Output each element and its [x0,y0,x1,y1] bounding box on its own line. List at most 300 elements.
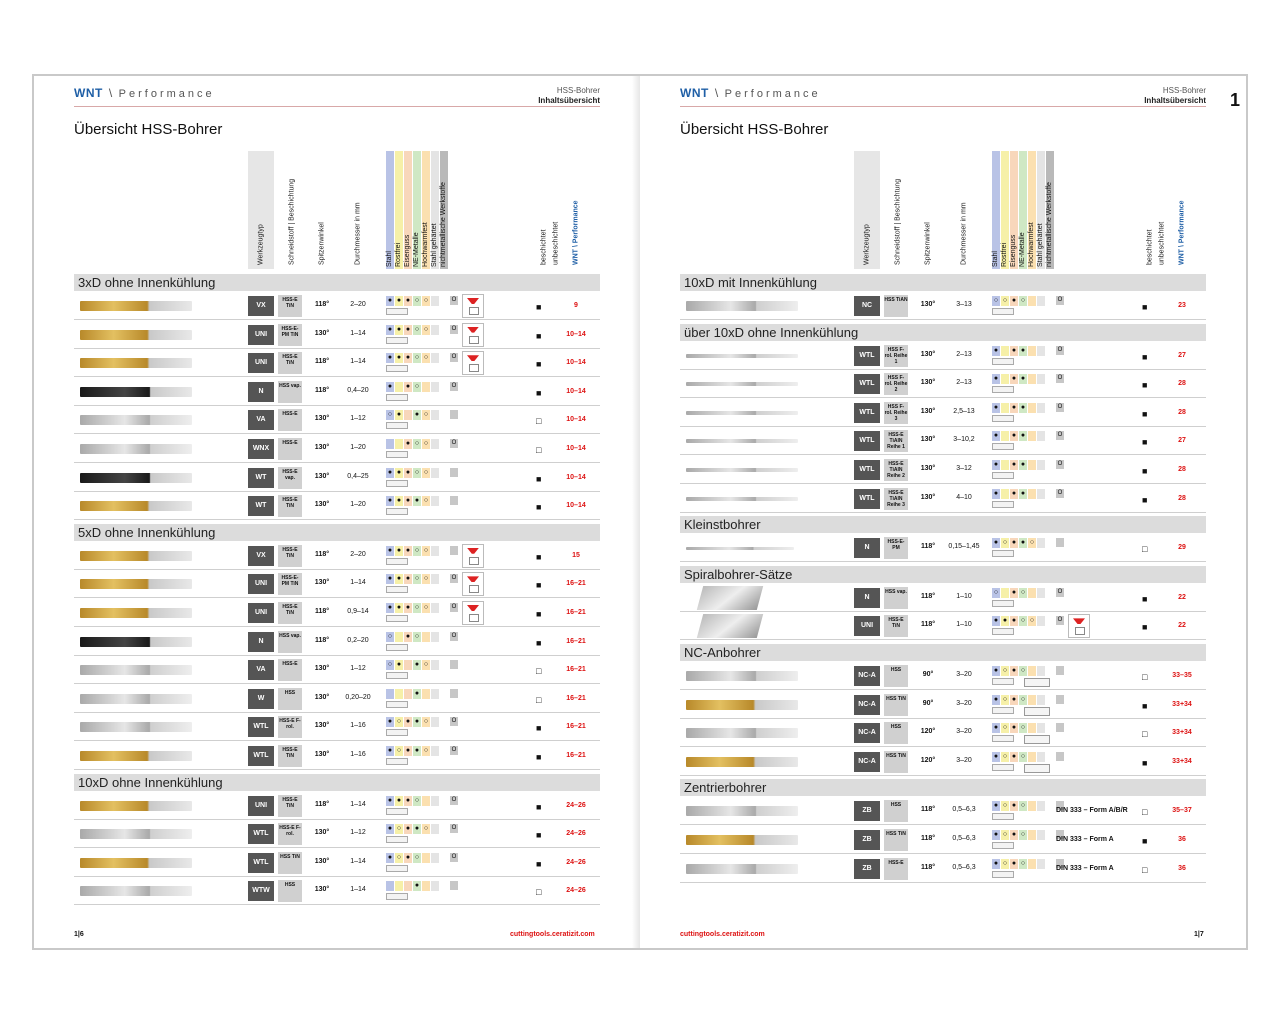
coating-marker: ■ [1142,700,1148,711]
drill-image [686,547,794,550]
suitability-mark [1037,374,1045,384]
suitability-mark: ● [387,825,393,833]
suitability-mark [1028,801,1036,811]
tool-type-badge: UNI [854,616,880,636]
header-line2: Inhaltsübersicht [1144,96,1206,105]
suitability-mark: ○ [423,325,429,333]
coating-marker: ■ [536,502,542,513]
suitability-mark: ● [1011,752,1017,760]
suitability-mark: ● [993,375,999,383]
suitability-mark [450,881,458,890]
coating-marker: ■ [1142,757,1148,768]
suitability-mark [422,382,430,392]
catalog-page-ref: 10–14 [566,359,586,367]
drill-image [80,637,192,647]
suitability-mark: ● [405,546,411,554]
brand-slash: \ [714,86,719,100]
column-header-label: WNT \ Performance [572,200,580,265]
suitability-mark: ● [396,497,402,505]
drill-image [686,411,798,415]
diameter-range: 0,9–14 [347,608,369,615]
point-angle: 130° [314,329,330,337]
material-suitability [992,346,1064,356]
point-angle: 90° [922,671,934,678]
material-suitability [992,666,1064,676]
material-name: Rostfrei [1001,242,1008,267]
drill-image [80,858,192,868]
length-gauge-icon [386,644,408,651]
suitability-mark: ● [1011,724,1017,732]
suitability-mark [1056,723,1064,732]
suitability-mark: ● [387,325,393,333]
column-header-label: beschichtet [1146,229,1154,265]
footer-page-number: 1|6 [74,931,84,938]
material-suitability [386,603,458,613]
material-suitability [386,824,458,834]
suitability-mark: ○ [423,575,429,583]
suitability-mark [1037,616,1045,626]
suitability-mark [431,353,439,363]
tool-type-badge: VX [248,546,274,566]
material-column [1046,151,1054,269]
brand-logo [74,86,215,100]
suitability-mark [1037,695,1045,705]
header-section [1086,86,1206,106]
product-row [680,612,1206,640]
page-title: Übersicht HSS-Bohrer [74,121,223,138]
suitability-mark [395,689,403,699]
suitability-mark [1037,538,1045,548]
suitability-mark: ● [1011,403,1017,411]
suitability-mark: ○ [423,825,429,833]
suitability-mark: ● [1011,617,1017,625]
suitability-mark [1037,403,1045,413]
suitability-mark: ○ [396,825,402,833]
material-suitability [992,489,1064,499]
suitability-mark: O [451,747,457,753]
suitability-mark: ● [1020,539,1026,547]
drill-image [80,579,192,589]
suitability-mark: ○ [993,588,999,596]
material-suitability [992,801,1064,811]
suitability-mark: ● [405,382,411,390]
suitability-mark: ○ [396,747,402,754]
suitability-mark: ● [1011,461,1017,468]
product-row [680,691,1206,719]
suitability-mark: ○ [414,382,420,390]
diameter-range: 0,2–20 [347,636,369,644]
suitability-mark: ● [396,468,402,476]
suitability-mark [422,689,430,699]
suitability-mark: ● [387,604,393,611]
point-angle: 130° [314,829,330,837]
product-row [680,748,1206,776]
material-suitability [386,881,458,891]
suitability-mark: ● [1011,667,1017,674]
catalog-page-ref: 33–35 [1172,672,1192,679]
cutting-material: HSS-E [278,659,302,681]
tool-type-badge: UNI [248,325,274,345]
suitability-mark: ○ [414,468,420,476]
suitability-mark: ○ [1002,859,1008,867]
point-angle: 118° [920,806,936,814]
suitability-mark [431,746,439,756]
suitability-mark: ○ [414,575,420,583]
point-angle: 120° [920,728,936,736]
suitability-mark: ● [414,411,420,419]
suitability-mark: ○ [423,440,429,447]
point-angle: 130° [920,436,936,444]
length-gauge-icon [386,758,408,765]
cutting-material: HSS vap. [278,631,302,653]
material-suitability [386,439,458,449]
point-angle: 130° [314,472,330,480]
suitability-mark: ○ [1020,859,1026,867]
section-header: Spiralbohrer-Sätze [680,566,1206,583]
column-header-label: unbeschichtet [552,221,560,265]
suitability-mark: ● [993,346,999,354]
suitability-mark: O [451,575,457,582]
suitability-mark: O [1057,403,1063,410]
suitability-mark: ● [387,354,393,362]
suitability-mark: O [451,853,457,860]
point-angle: 118° [314,800,330,808]
point-angle: 130° [314,693,330,701]
length-gauge-icon [386,672,408,679]
drill-image [80,722,192,732]
coating-marker: ■ [536,801,542,812]
cutting-material: HSS-E vap. [278,467,302,489]
cutting-material: HSS-E TiN [278,352,302,374]
tool-type-badge: NC-A [854,695,880,715]
suitability-mark: ● [1011,588,1017,596]
suitability-mark [1001,374,1009,384]
suitability-mark: ● [1011,695,1017,703]
suitability-mark: ○ [423,747,429,754]
suitability-mark: ● [1020,403,1026,411]
catalog-page-ref: 16–21 [566,723,586,731]
suitability-mark: ○ [1020,752,1026,760]
tool-type-badge: WT [248,468,274,488]
suitability-mark: ● [405,632,411,640]
header-line2: Inhaltsübersicht [538,96,600,105]
drill-image [686,864,798,874]
column-header [944,151,984,269]
cutting-material: HSS-E TiAIN Reihe 2 [884,459,908,481]
suitability-mark: ● [396,546,402,554]
suitability-mark: O [1057,375,1063,382]
material-suitability [992,588,1064,598]
suitability-mark [1028,859,1036,869]
application-icon [462,601,484,625]
coating-marker: ■ [1142,836,1148,846]
suitability-mark: ● [405,325,411,333]
material-suitability [992,695,1064,705]
drill-image [80,501,192,511]
suitability-mark: ○ [1020,724,1026,732]
product-row [680,797,1206,825]
suitability-mark: ● [405,718,411,726]
point-angle: 118° [920,621,936,629]
material-suitability [992,830,1064,840]
catalog-page-ref: 28 [1178,380,1186,388]
length-gauge-icon [992,707,1014,714]
tool-type-badge: N [248,382,274,402]
spot-drill-icon [1024,707,1050,716]
suitability-mark: ○ [1002,831,1008,838]
column-header [338,151,378,269]
column-header-label: Spitzenwinkel [924,222,932,265]
suitability-mark [431,824,439,834]
suitability-mark: ● [396,796,402,804]
material-suitability [992,859,1064,869]
suitability-mark: ● [414,689,420,697]
material-suitability [386,574,458,584]
product-row [680,719,1206,747]
suitability-mark [1001,346,1009,356]
section-header: 10xD mit Innenkühlung [680,274,1206,291]
material-name: Eisenguss [1010,234,1017,267]
suitability-mark: ● [396,411,402,419]
suitability-mark: ● [993,667,999,674]
cutting-material: HSS [884,665,908,687]
column-header-label: Werkzeugtyp [863,224,871,265]
suitability-mark [431,881,439,891]
section-header: NC-Anbohrer [680,644,1206,661]
coating-marker: □ [1142,672,1148,682]
suitability-mark: ● [405,796,411,804]
product-row [74,742,600,770]
suitability-mark: ● [1011,489,1017,497]
suitability-mark: ● [387,575,393,583]
material-suitability [386,546,458,556]
tool-type-badge: UNI [248,353,274,373]
material-suitability [386,632,458,642]
suitability-mark: ● [1020,461,1026,468]
diameter-range: 3–20 [956,671,972,678]
suitability-mark: ○ [1002,695,1008,703]
material-suitability [992,431,1064,441]
coating-marker: ■ [1142,437,1148,448]
suitability-mark [431,468,439,478]
length-gauge-icon [386,701,408,708]
length-gauge-icon [386,558,408,565]
column-header-label: Durchmesser in mm [960,202,968,265]
suitability-mark: ○ [414,632,420,640]
suitability-mark [1037,489,1045,499]
material-name: Eisenguss [404,234,411,267]
material-column [404,151,412,269]
tool-type-badge: UNI [248,796,274,816]
cutting-material: HSS-E TiN [278,602,302,624]
section-header: Kleinstbohrer [680,516,1206,533]
cutting-material: HSS [278,880,302,902]
material-suitability [386,468,458,478]
catalog-page-ref: 28 [1178,408,1186,416]
suitability-mark: ● [1011,346,1017,354]
diameter-range: 2–20 [350,301,366,308]
drill-image [80,387,192,397]
right-page [640,76,1246,948]
column-header [1176,151,1188,269]
material-suitability [992,296,1064,306]
page-title: Übersicht HSS-Bohrer [680,121,829,138]
length-gauge-icon [386,422,408,429]
suitability-mark: ○ [423,661,429,669]
column-headers [680,151,1206,269]
diameter-range: 1–16 [350,722,366,730]
coating-marker: □ [1142,544,1148,555]
length-gauge-icon [386,865,408,872]
product-row [74,570,600,598]
suitability-mark: ● [1020,346,1026,354]
coating-marker: ■ [536,580,542,591]
point-angle: 130° [920,301,936,308]
coating-marker: ■ [536,637,542,648]
suitability-mark: ○ [414,354,420,362]
suitability-mark [1037,801,1045,811]
drill-image [80,444,192,454]
suitability-mark: ● [1011,802,1017,810]
coating-marker: ■ [536,330,542,341]
suitability-mark: ● [405,747,411,754]
material-name: NE-Metalle [1019,232,1026,267]
suitability-mark [422,796,430,806]
suitability-mark [404,660,412,670]
length-gauge-icon [386,337,408,344]
point-angle: 130° [920,379,936,387]
product-row [680,399,1206,427]
suitability-mark [431,632,439,642]
application-icon [1068,614,1090,638]
brand-tagline: Performance [118,88,215,100]
suitability-mark: ○ [396,853,402,861]
material-column [992,151,1000,269]
length-gauge-icon [386,836,408,843]
suitability-mark: ● [1011,859,1017,867]
suitability-mark [431,382,439,392]
cutting-material: HSS-E-PM [884,537,908,559]
length-gauge-icon [992,842,1014,849]
header-section [480,86,600,106]
suitability-mark [1001,489,1009,499]
catalog-page-ref: 24–26 [566,801,586,809]
product-row [74,656,600,684]
diameter-range: 1–16 [350,751,366,758]
suitability-mark: ○ [414,546,420,554]
diameter-range: 1–12 [350,665,366,673]
product-row [680,370,1206,398]
suitability-mark [1001,460,1009,470]
suitability-mark: ● [1011,297,1017,304]
drill-image [80,330,192,340]
suitability-mark [1037,460,1045,470]
column-header-label: Schneidstoff | Beschichtung [894,178,902,265]
tool-type-badge: WTL [854,431,880,451]
suitability-mark: ● [405,575,411,583]
column-header [1156,151,1168,269]
suitability-mark: ● [387,718,393,726]
column-header [278,151,306,269]
suitability-mark: ○ [1002,667,1008,674]
cutting-material: HSS-E TiN [278,295,302,317]
material-column [431,151,439,269]
coating-marker: ■ [1142,593,1148,604]
point-angle: 130° [920,407,936,415]
tool-type-badge: ZB [854,830,880,850]
length-gauge-icon [992,415,1014,422]
product-row [680,427,1206,455]
suitability-mark: ○ [1020,802,1026,810]
catalog-page-ref: 22 [1178,593,1186,601]
point-angle: 118° [314,358,330,366]
material-name: Rostfrei [395,242,402,267]
diameter-range: 3–20 [956,756,972,764]
tool-type-badge: WTL [248,824,274,844]
suitability-mark [1028,346,1036,356]
column-header [570,151,582,269]
suitability-mark: O [451,382,457,389]
length-gauge-icon [992,358,1014,365]
material-suitability [386,296,458,306]
material-name: NE-Metalle [413,232,420,267]
column-header-label: unbeschichtet [1158,221,1166,265]
suitability-mark: ● [405,853,411,861]
suitability-mark: ● [1011,432,1017,440]
suitability-mark [1056,695,1064,704]
diameter-range: 1–14 [350,857,366,865]
point-angle: 130° [314,857,330,865]
diameter-range: 3–13 [956,301,972,308]
length-gauge-icon [992,501,1014,508]
diameter-range: 1–14 [350,358,366,366]
suitability-mark: ○ [1020,588,1026,596]
product-row [74,820,600,848]
section-header: 3xD ohne Innenkühlung [74,274,600,291]
column-header-label: WNT \ Performance [1178,200,1186,265]
length-gauge-icon [992,764,1014,771]
coating-marker: ■ [536,551,542,562]
header-rule [680,106,1206,107]
suitability-mark: O [1057,432,1063,439]
suitability-mark: ● [993,461,999,468]
point-angle: 118° [920,863,936,871]
suitability-mark [431,325,439,335]
cutting-material: HSS-E [278,438,302,460]
suitability-mark: ○ [993,297,999,304]
diameter-range: 0,5–6,3 [952,806,976,814]
suitability-mark: ○ [1020,297,1026,304]
product-row [680,342,1206,370]
catalog-spread [32,74,1248,950]
section-header: 5xD ohne Innenkühlung [74,524,600,541]
material-name: Stahl [386,251,393,267]
material-column [1028,151,1036,269]
drill-set-image [697,614,763,638]
drill-image [686,757,798,767]
din-standard: DIN 333 – Form A [1056,864,1114,872]
suitability-mark [1028,374,1036,384]
suitability-mark [1028,431,1036,441]
product-row [74,877,600,905]
tool-type-badge: NC-A [854,752,880,772]
catalog-page-ref: 10–14 [566,502,586,510]
cutting-material: HSS-E F-rol. [278,823,302,845]
cutting-material: HSS TiN [884,829,908,851]
length-gauge-icon [386,365,408,372]
point-angle: 90° [922,699,934,707]
product-row [680,292,1206,320]
